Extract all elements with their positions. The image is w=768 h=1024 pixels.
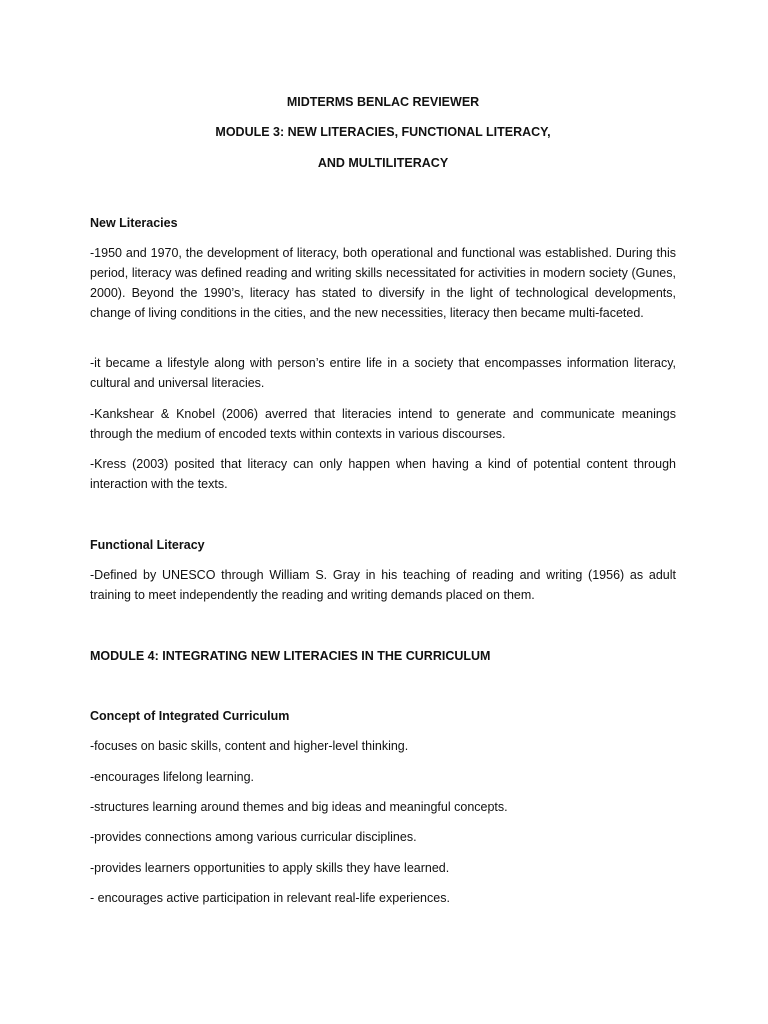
new-literacies-paragraph-3: -Kankshear & Knobel (2006) averred that literacies intend to generate and communicate meanings through the medium of encoded texts within contexts in various discourses. [90,407,676,441]
integrated-curriculum-heading: Concept of Integrated Curriculum [90,709,290,723]
list-item: -provides connections among various curricular disciplines. [90,830,417,844]
functional-literacy-paragraph-1: -Defined by UNESCO through William S. Gray in his teaching of reading and writing (1956) as adult training to meet independently the reading and writing demands placed on them. [90,568,676,602]
functional-literacy-heading: Functional Literacy [90,538,205,552]
new-literacies-paragraph-1: -1950 and 1970, the development of literacy, both operational and functional was established. During this period, literacy was defined reading and writing skills necessitated for activities in modern society (Gunes, 2000). Beyond the 1990’s, literacy has stated to diversify in the light of technological developments, change of living conditions in the cities, and the new necessities, literacy then became multi-faceted. [90,246,676,320]
list-item: -encourages lifelong learning. [90,770,254,784]
module-3-title-line-1: MODULE 3: NEW LITERACIES, FUNCTIONAL LITERACY, [215,125,551,139]
new-literacies-paragraph-4: -Kress (2003) posited that literacy can only happen when having a kind of potential content through interaction with the texts. [90,457,676,491]
document-page [90,0,676,1024]
list-item: -structures learning around themes and big ideas and meaningful concepts. [90,800,508,814]
module-3-title-line-2: AND MULTILITERACY [317,156,449,170]
document-title: MIDTERMS BENLAC REVIEWER [286,95,480,109]
new-literacies-heading: New Literacies [90,216,178,230]
list-item: -focuses on basic skills, content and higher-level thinking. [90,739,409,753]
module-4-heading: MODULE 4: INTEGRATING NEW LITERACIES IN THE CURRICULUM [90,649,491,663]
list-item: -provides learners opportunities to apply skills they have learned. [90,861,450,875]
new-literacies-paragraph-2: -it became a lifestyle along with person’s entire life in a society that encompasses information literacy, cultural and universal literacies. [90,356,676,390]
list-item: - encourages active participation in relevant real-life experiences. [90,891,450,905]
